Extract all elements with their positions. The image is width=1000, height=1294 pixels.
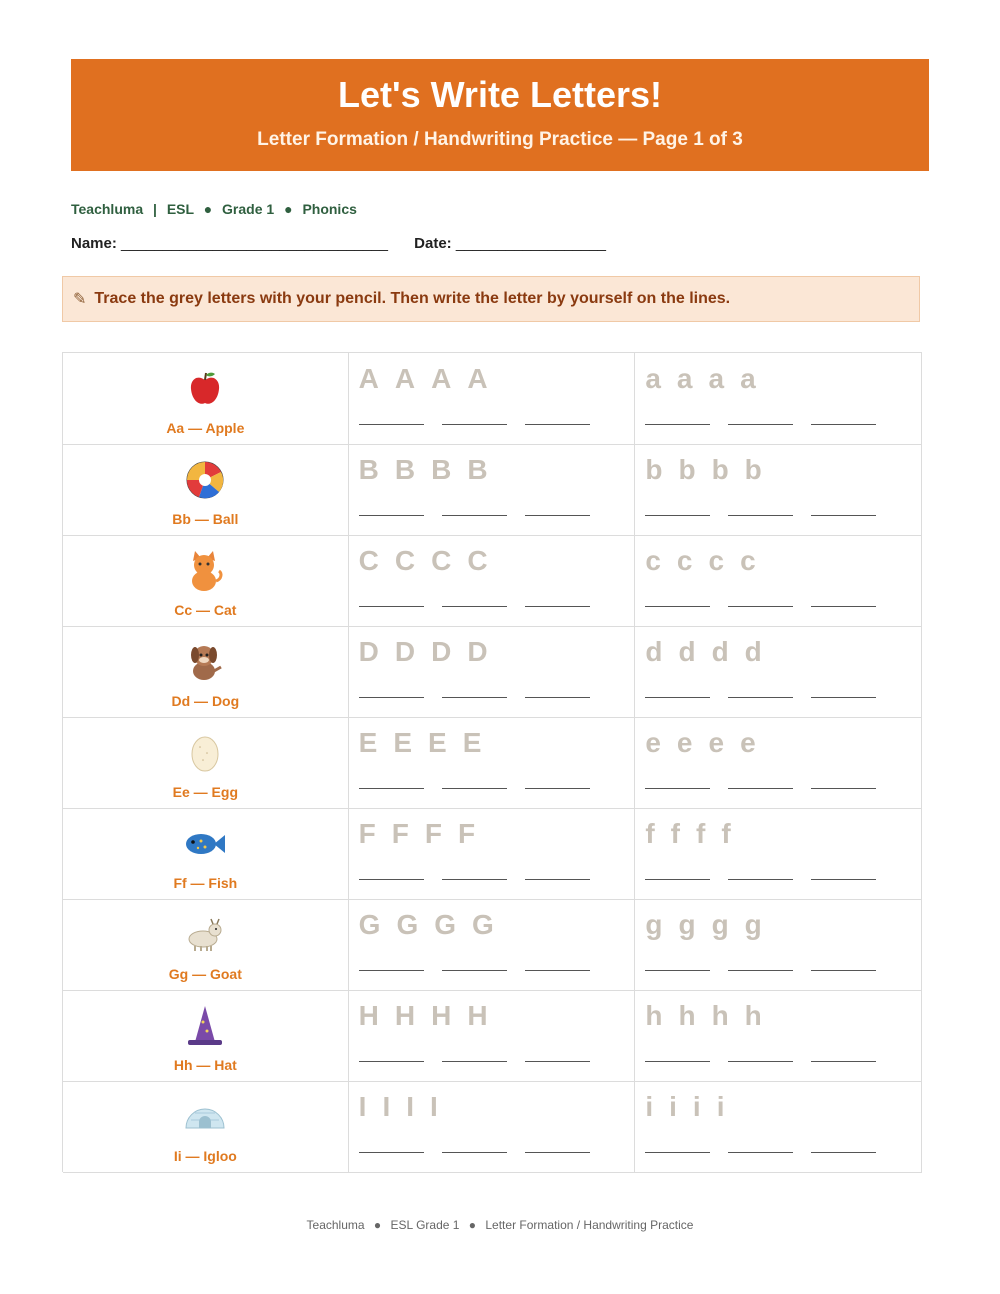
grade-label: Grade 1 xyxy=(222,201,275,217)
writing-line[interactable] xyxy=(811,514,876,516)
egg-icon xyxy=(63,733,348,773)
letter-row xyxy=(63,899,922,990)
writing-line[interactable] xyxy=(811,969,876,971)
writing-lines[interactable] xyxy=(645,423,876,425)
writing-line[interactable] xyxy=(525,1151,590,1153)
instruction-box xyxy=(62,276,920,322)
lowercase-trace-cell[interactable] xyxy=(635,535,922,627)
writing-line[interactable] xyxy=(728,696,793,698)
writing-line[interactable] xyxy=(359,696,424,698)
trace-letter: D xyxy=(394,636,418,667)
trace-letter: g xyxy=(645,909,665,940)
trace-letters xyxy=(359,727,498,759)
writing-line[interactable] xyxy=(728,514,793,516)
picture-caption: Ff — Fish xyxy=(173,875,238,891)
trace-letter: a xyxy=(740,363,758,394)
picture-cell xyxy=(63,808,349,900)
uppercase-trace-cell[interactable] xyxy=(349,1081,636,1173)
writing-line[interactable] xyxy=(728,878,793,880)
bullet-icon: ● xyxy=(373,1218,382,1232)
lowercase-trace-cell[interactable] xyxy=(635,353,922,445)
footer-topic: Letter Formation / Handwriting Practice xyxy=(485,1218,694,1232)
picture-caption: Cc — Cat xyxy=(174,602,237,618)
trace-letter: b xyxy=(744,454,764,485)
hat-icon xyxy=(63,1006,348,1046)
trace-letter: a xyxy=(708,363,727,394)
bullet-icon: ● xyxy=(468,1218,477,1232)
trace-letters xyxy=(359,636,504,668)
writing-line[interactable] xyxy=(645,878,710,880)
subject-label: ESL xyxy=(166,201,194,217)
fish-icon xyxy=(63,824,348,864)
trace-letter: B xyxy=(358,454,381,485)
writing-lines[interactable] xyxy=(359,696,590,698)
trace-letter: h xyxy=(711,1000,731,1031)
name-line[interactable]: ________________________________ xyxy=(121,235,388,252)
writing-line[interactable] xyxy=(728,1060,793,1062)
uppercase-trace-cell[interactable] xyxy=(349,444,636,536)
footer-brand: Teachluma xyxy=(306,1218,365,1232)
lowercase-trace-cell[interactable] xyxy=(635,990,922,1082)
trace-letter: E xyxy=(358,727,380,758)
writing-lines[interactable] xyxy=(359,514,590,516)
igloo-icon xyxy=(63,1097,348,1137)
trace-letter: i xyxy=(692,1091,703,1122)
trace-letter: G xyxy=(434,909,459,940)
trace-letters xyxy=(645,363,771,395)
picture-cell xyxy=(63,626,349,718)
picture-caption: Ii — Igloo xyxy=(173,1148,237,1164)
page-title: Let's Write Letters! xyxy=(338,74,662,115)
trace-letter: f xyxy=(696,818,708,849)
trace-letter: F xyxy=(391,818,411,849)
lowercase-trace-cell[interactable] xyxy=(635,808,922,900)
writing-line[interactable] xyxy=(442,969,507,971)
writing-line[interactable] xyxy=(811,1060,876,1062)
writing-line[interactable] xyxy=(525,696,590,698)
date-field[interactable] xyxy=(414,235,606,252)
trace-letter: C xyxy=(358,545,381,576)
lowercase-trace-cell[interactable] xyxy=(635,444,922,536)
trace-letter: H xyxy=(467,1000,490,1031)
writing-lines[interactable] xyxy=(359,423,590,425)
picture-cell xyxy=(63,899,349,991)
writing-line[interactable] xyxy=(442,1060,507,1062)
trace-letter: E xyxy=(428,727,449,758)
trace-letter: A xyxy=(358,363,381,394)
writing-lines[interactable] xyxy=(645,605,876,607)
writing-lines[interactable] xyxy=(645,514,876,516)
trace-letter: B xyxy=(467,454,490,485)
trace-letter: F xyxy=(358,818,378,849)
picture-cell xyxy=(63,353,349,445)
trace-letter: e xyxy=(676,727,695,758)
trace-letters xyxy=(645,818,746,850)
trace-letter: e xyxy=(645,727,663,758)
trace-letter: G xyxy=(396,909,421,940)
picture-caption: Ee — Egg xyxy=(172,784,239,800)
trace-letter: g xyxy=(678,909,698,940)
trace-letter: I xyxy=(406,1091,417,1122)
writing-line[interactable] xyxy=(359,514,424,516)
writing-line[interactable] xyxy=(525,423,590,425)
picture-cell xyxy=(63,990,349,1082)
picture-cell xyxy=(63,444,349,536)
trace-letters xyxy=(359,818,491,850)
trace-letter: E xyxy=(462,727,484,758)
trace-letter: d xyxy=(645,636,665,667)
uppercase-trace-cell[interactable] xyxy=(349,899,636,991)
writing-line[interactable] xyxy=(645,1151,710,1153)
trace-letter: D xyxy=(358,636,381,667)
trace-letter: H xyxy=(394,1000,418,1031)
cat-icon xyxy=(63,551,348,591)
trace-letter: a xyxy=(645,363,663,394)
trace-letter: f xyxy=(645,818,657,849)
dog-icon xyxy=(63,642,348,682)
trace-letters xyxy=(645,909,777,941)
writing-line[interactable] xyxy=(525,878,590,880)
picture-caption: Gg — Goat xyxy=(168,966,242,982)
writing-line[interactable] xyxy=(645,1060,710,1062)
letter-row xyxy=(63,535,922,626)
bullet-icon: ● xyxy=(203,201,213,217)
trace-letter: A xyxy=(431,363,454,394)
instruction-text: Trace the grey letters with your pencil. Then write the letter by yourself on the lines. xyxy=(94,290,731,307)
trace-letter: G xyxy=(358,909,383,940)
trace-letter: c xyxy=(645,545,663,576)
bullet-icon: ● xyxy=(284,201,293,217)
writing-line[interactable] xyxy=(525,787,590,789)
writing-line[interactable] xyxy=(525,605,590,607)
writing-line[interactable] xyxy=(525,969,590,971)
date-line[interactable]: __________________ xyxy=(455,235,607,252)
name-field[interactable] xyxy=(71,235,388,252)
writing-line[interactable] xyxy=(442,423,507,425)
letter-practice-grid xyxy=(62,352,922,1172)
writing-line[interactable] xyxy=(728,1151,793,1153)
lowercase-trace-cell[interactable] xyxy=(635,626,922,718)
writing-line[interactable] xyxy=(442,878,507,880)
trace-letter: I xyxy=(382,1091,393,1122)
writing-line[interactable] xyxy=(645,423,710,425)
writing-line[interactable] xyxy=(728,423,793,425)
trace-letter: c xyxy=(740,545,758,576)
writing-line[interactable] xyxy=(645,787,710,789)
trace-letter: d xyxy=(678,636,698,667)
trace-letter: A xyxy=(467,363,490,394)
trace-letters xyxy=(645,727,771,759)
writing-line[interactable] xyxy=(525,1060,590,1062)
apple-icon xyxy=(63,369,348,409)
uppercase-trace-cell[interactable] xyxy=(349,626,636,718)
writing-lines[interactable] xyxy=(645,1060,876,1062)
ball-icon xyxy=(63,460,348,500)
name-label: Name: xyxy=(71,235,117,252)
picture-caption: Hh — Hat xyxy=(173,1057,237,1073)
writing-lines[interactable] xyxy=(359,969,590,971)
writing-line[interactable] xyxy=(525,514,590,516)
trace-letters xyxy=(645,545,771,577)
trace-letter: i xyxy=(669,1091,679,1122)
trace-letter: c xyxy=(676,545,695,576)
writing-line[interactable] xyxy=(811,787,876,789)
trace-letter: i xyxy=(645,1091,656,1122)
picture-caption: Aa — Apple xyxy=(166,420,245,436)
footer-grade: ESL Grade 1 xyxy=(390,1218,460,1232)
trace-letter: C xyxy=(467,545,490,576)
writing-lines[interactable] xyxy=(359,878,590,880)
trace-letter: i xyxy=(716,1091,727,1122)
picture-cell xyxy=(63,717,349,809)
trace-letter: b xyxy=(678,454,698,485)
writing-lines[interactable] xyxy=(645,878,876,880)
trace-letter: C xyxy=(431,545,454,576)
writing-lines[interactable] xyxy=(359,787,590,789)
writing-line[interactable] xyxy=(645,514,710,516)
letter-row xyxy=(63,1081,922,1172)
writing-line[interactable] xyxy=(359,423,424,425)
trace-letters xyxy=(645,636,777,668)
picture-caption: Bb — Ball xyxy=(172,511,239,527)
trace-letter: A xyxy=(394,363,418,394)
trace-letter: H xyxy=(431,1000,454,1031)
writing-lines[interactable] xyxy=(645,969,876,971)
student-fields xyxy=(71,235,628,252)
writing-line[interactable] xyxy=(728,605,793,607)
trace-letter: e xyxy=(740,727,758,758)
lowercase-trace-cell[interactable] xyxy=(635,717,922,809)
picture-cell xyxy=(63,1081,349,1173)
letter-row xyxy=(63,717,922,808)
trace-letter: g xyxy=(711,909,731,940)
uppercase-trace-cell[interactable] xyxy=(349,808,636,900)
writing-lines[interactable] xyxy=(645,696,876,698)
trace-letter: b xyxy=(645,454,665,485)
trace-letter: F xyxy=(458,818,478,849)
trace-letter: F xyxy=(424,818,444,849)
header-banner xyxy=(71,59,929,171)
trace-letter: c xyxy=(708,545,727,576)
trace-letters xyxy=(359,1091,454,1123)
writing-lines[interactable] xyxy=(359,1060,590,1062)
pencil-icon: ✎ xyxy=(73,291,87,308)
trace-letter: D xyxy=(467,636,490,667)
writing-line[interactable] xyxy=(359,1060,424,1062)
trace-letters xyxy=(359,909,510,941)
trace-letter: B xyxy=(394,454,418,485)
uppercase-trace-cell[interactable] xyxy=(349,353,636,445)
writing-lines[interactable] xyxy=(645,1151,876,1153)
trace-letter: e xyxy=(708,727,727,758)
picture-cell xyxy=(63,535,349,627)
writing-line[interactable] xyxy=(811,423,876,425)
trace-letter: g xyxy=(744,909,764,940)
goat-icon xyxy=(63,915,348,955)
writing-line[interactable] xyxy=(442,1151,507,1153)
trace-letter: a xyxy=(676,363,695,394)
trace-letter: B xyxy=(431,454,454,485)
letter-row xyxy=(63,626,922,717)
trace-letters xyxy=(645,1091,740,1123)
writing-line[interactable] xyxy=(359,878,424,880)
picture-caption: Dd — Dog xyxy=(171,693,240,709)
writing-line[interactable] xyxy=(811,878,876,880)
letter-row xyxy=(63,444,922,535)
uppercase-trace-cell[interactable] xyxy=(349,990,636,1082)
trace-letter: I xyxy=(358,1091,369,1122)
writing-line[interactable] xyxy=(359,1151,424,1153)
trace-letter: E xyxy=(393,727,415,758)
writing-line[interactable] xyxy=(728,787,793,789)
trace-letter: h xyxy=(744,1000,764,1031)
writing-line[interactable] xyxy=(442,787,507,789)
trace-letter: D xyxy=(431,636,454,667)
uppercase-trace-cell[interactable] xyxy=(349,717,636,809)
writing-line[interactable] xyxy=(645,605,710,607)
trace-letter: d xyxy=(744,636,764,667)
worksheet-meta xyxy=(71,201,357,217)
trace-letters xyxy=(359,454,504,486)
writing-line[interactable] xyxy=(811,1151,876,1153)
writing-line[interactable] xyxy=(728,969,793,971)
trace-letter: b xyxy=(711,454,731,485)
trace-letter: G xyxy=(472,909,496,940)
trace-letters xyxy=(359,545,504,577)
uppercase-trace-cell[interactable] xyxy=(349,535,636,627)
brand-name: Teachluma xyxy=(71,201,144,217)
writing-line[interactable] xyxy=(645,696,710,698)
trace-letter: H xyxy=(358,1000,381,1031)
writing-line[interactable] xyxy=(811,605,876,607)
writing-line[interactable] xyxy=(359,605,424,607)
trace-letter: h xyxy=(678,1000,698,1031)
letter-row xyxy=(63,990,922,1081)
meta-separator: | xyxy=(153,201,157,217)
trace-letter: C xyxy=(394,545,418,576)
trace-letters xyxy=(645,454,777,486)
trace-letter: f xyxy=(721,818,733,849)
letter-row xyxy=(63,353,922,444)
trace-letter: f xyxy=(670,818,682,849)
lowercase-trace-cell[interactable] xyxy=(635,899,922,991)
writing-line[interactable] xyxy=(442,514,507,516)
writing-line[interactable] xyxy=(811,696,876,698)
page-subtitle: Letter Formation / Handwriting Practice — Page 1 of 3 xyxy=(257,129,743,150)
trace-letter: h xyxy=(645,1000,665,1031)
trace-letters xyxy=(645,1000,777,1032)
trace-letters xyxy=(359,363,504,395)
date-label: Date: xyxy=(414,235,452,252)
writing-lines[interactable] xyxy=(359,1151,590,1153)
writing-line[interactable] xyxy=(645,969,710,971)
trace-letters xyxy=(359,1000,504,1032)
topic-label: Phonics xyxy=(302,201,357,217)
letter-row xyxy=(63,808,922,899)
writing-line[interactable] xyxy=(442,696,507,698)
trace-letter: d xyxy=(711,636,731,667)
writing-lines[interactable] xyxy=(645,787,876,789)
trace-letter: I xyxy=(430,1091,440,1122)
lowercase-trace-cell[interactable] xyxy=(635,1081,922,1173)
writing-line[interactable] xyxy=(359,787,424,789)
writing-line[interactable] xyxy=(359,969,424,971)
page-footer xyxy=(0,1218,1000,1232)
writing-lines[interactable] xyxy=(359,605,590,607)
writing-line[interactable] xyxy=(442,605,507,607)
